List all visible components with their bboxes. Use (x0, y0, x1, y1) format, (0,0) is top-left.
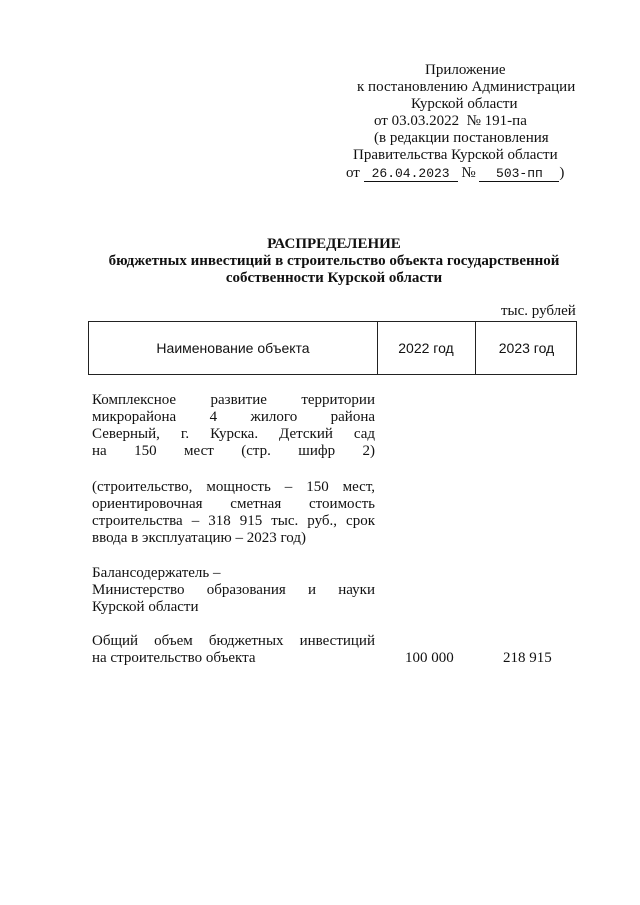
object-details-line: ориентировочная сметная стоимость (92, 496, 375, 512)
header-line-5: (в редакции постановления (374, 130, 549, 146)
doc-subtitle-2: собственности Курской области (225, 270, 443, 286)
balance-holder-line: Курской области (92, 599, 199, 615)
object-details (92, 479, 375, 547)
amendment-date: 26.04.2023 (364, 166, 458, 182)
object-name (92, 392, 375, 460)
decree-number: 191-па (484, 113, 527, 129)
closing-paren: ) (559, 165, 565, 181)
header-line-6: Правительства Курской области (353, 147, 558, 163)
header-2022: 2022 год (398, 340, 454, 356)
header-line-7 (346, 165, 564, 182)
object-name-line: на 150 мест (стр. шифр 2) (92, 443, 375, 459)
amendment-number: 503-пп (479, 166, 559, 182)
total-investments-line: Общий объем бюджетных инвестиций (92, 633, 375, 649)
total-investments (92, 633, 375, 667)
table-header (88, 321, 577, 375)
doc-title: РАСПРЕДЕЛЕНИЕ (267, 236, 401, 252)
object-details-line: ввода в эксплуатацию – 2023 год) (92, 530, 306, 546)
doc-subtitle-1: бюджетных инвестиций в строительство объекта государственной (108, 253, 560, 269)
balance-holder-line: Министерство образования и науки (92, 582, 375, 598)
header-object-name: Наименование объекта (156, 340, 310, 356)
object-details-line: строительства – 318 915 тыс. руб., срок (92, 513, 375, 529)
object-details-line: (строительство, мощность – 150 мест, (92, 479, 375, 495)
object-name-line: Комплексное развитие территории (92, 392, 375, 408)
header-line-4 (374, 113, 527, 130)
header-line-1: Приложение (425, 62, 506, 78)
decree-date: от 03.03.2022 (374, 113, 460, 129)
object-name-line: микрорайона 4 жилого района (92, 409, 375, 425)
object-name-line: Северный, г. Курска. Детский сад (92, 426, 375, 442)
total-investments-line: на строительство объекта (92, 650, 256, 666)
from-label: от (346, 165, 360, 181)
balance-holder-line: Балансодержатель – (92, 565, 221, 581)
header-line-2: к постановлению Администрации (357, 79, 576, 95)
balance-holder (92, 565, 375, 616)
header-2023: 2023 год (498, 340, 555, 356)
number-sign: № (466, 113, 481, 129)
value-2022: 100 000 (405, 650, 454, 666)
units-label: тыс. рублей (501, 303, 576, 319)
value-2023: 218 915 (503, 650, 552, 666)
number-sign-2: № (461, 165, 476, 181)
header-line-3: Курской области (411, 96, 518, 112)
